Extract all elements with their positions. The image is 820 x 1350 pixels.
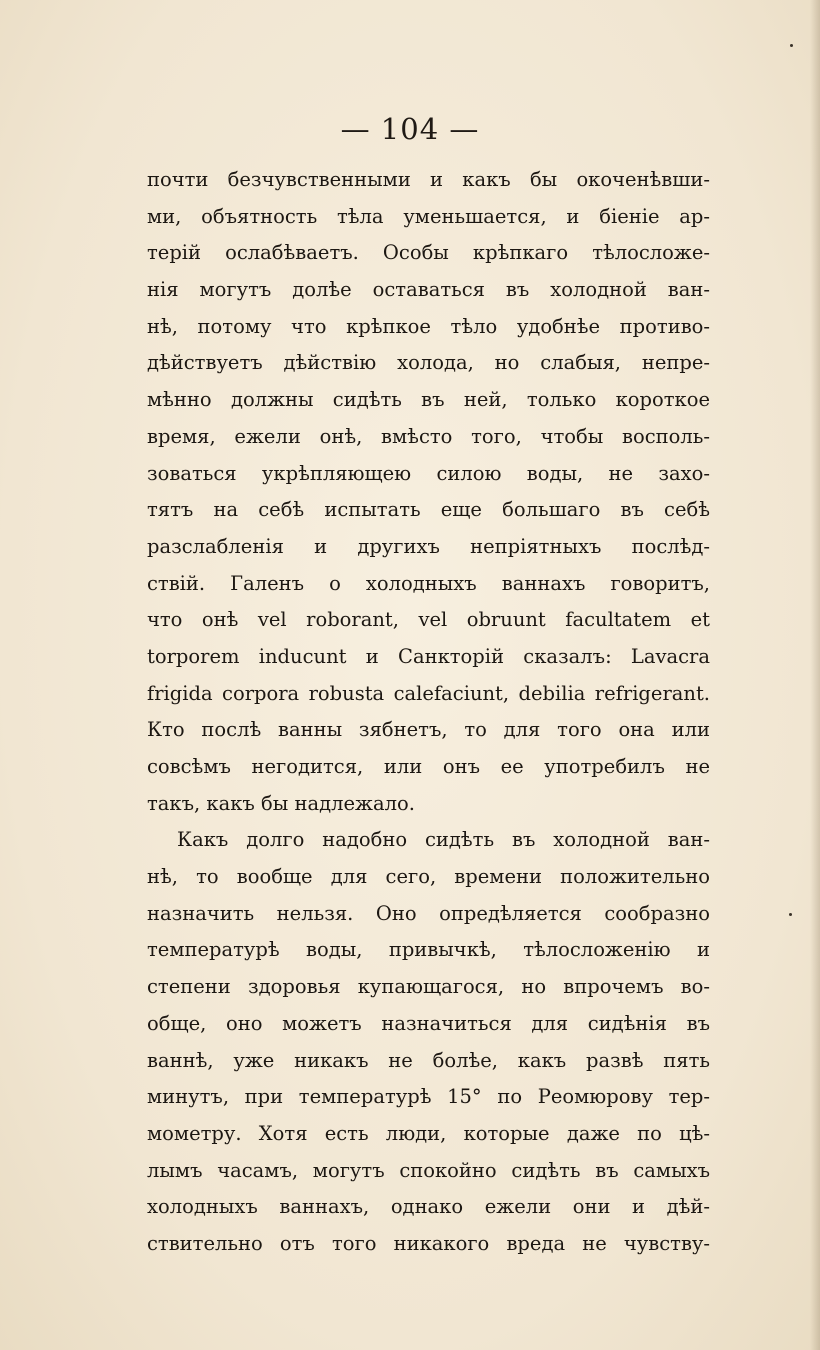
text-line: почти безчувственными и какъ бы окоченѣвши- — [147, 168, 710, 191]
text-line: совсѣмъ негодится, или онъ ее употребилъ не — [147, 755, 710, 778]
text-line: ствій. Галенъ о холодныхъ ваннахъ говоритъ, — [147, 571, 710, 595]
text-line: frigida corpora robusta calefaciunt, debilia refrigerant. — [147, 681, 710, 705]
text-line: ствительно отъ того никакого вреда не чувству- — [147, 1231, 710, 1255]
paragraph-2 — [147, 822, 710, 1262]
text-line: torporem inducunt и Санкторій сказалъ: Lavacra — [147, 644, 710, 668]
text-line: холодныхъ ваннахъ, однако ежели они и дѣй- — [147, 1195, 710, 1219]
text-line: Кто послѣ ванны зябнетъ, то для того она или — [147, 718, 710, 742]
text-line: Какъ долго надобно сидѣть въ холодной ван- — [177, 828, 710, 852]
text-line: ми, объятность тѣла уменьшается, и біеніе ар- — [147, 204, 710, 228]
text-line: обще, оно можетъ назначиться для сидѣнія въ — [147, 1011, 710, 1035]
text-line: нѣ, потому что крѣпкое тѣло удобнѣе противо- — [147, 314, 710, 338]
text-line: мѣнно должны сидѣть въ ней, только короткое — [147, 388, 710, 412]
text-line: что онѣ vel roborant, vel obruunt facultatem et — [147, 608, 710, 632]
paper-speck — [790, 44, 793, 47]
text-line: зоваться укрѣпляющею силою воды, не захо- — [147, 461, 710, 485]
text-line: минутъ, при температурѣ 15° по Реомюрову тер- — [147, 1085, 710, 1109]
paragraph-1 — [147, 162, 710, 822]
text-line: дѣйствуетъ дѣйствію холода, но слабыя, непре- — [147, 351, 710, 375]
body-text — [147, 162, 710, 1263]
text-line: ваннѣ, уже никакъ не болѣе, какъ развѣ пять — [147, 1048, 710, 1072]
text-line: тятъ на себѣ испытать еще большаго въ себѣ — [147, 498, 710, 522]
page-number: — 104 — — [340, 112, 480, 146]
text-line: разслабленія и другихъ непріятныхъ послѣд- — [147, 534, 710, 558]
text-line: степени здоровья купающагося, но впрочемъ во- — [147, 975, 710, 999]
text-line: терій ослабѣваетъ. Особы крѣпкаго тѣлосложе- — [147, 241, 710, 265]
paper-speck — [789, 913, 792, 916]
text-line: нѣ, то вообще для сего, времени положительно — [147, 865, 710, 889]
text-line: время, ежели онѣ, вмѣсто того, чтобы восполь- — [147, 424, 710, 448]
text-line: лымъ часамъ, могутъ спокойно сидѣть въ самыхъ — [147, 1158, 710, 1182]
page-edge-shadow — [810, 0, 820, 1350]
text-line: мометру. Хотя есть люди, которые даже по цѣ- — [147, 1121, 710, 1145]
text-line: назначить нельзя. Оно опредѣляется сообразно — [147, 901, 710, 925]
text-line: температурѣ воды, привычкѣ, тѣлосложенію и — [147, 938, 710, 962]
text-line: нія могутъ долѣе оставаться въ холодной ван- — [147, 278, 710, 302]
text-line: такъ, какъ бы надлежало. — [147, 791, 415, 815]
